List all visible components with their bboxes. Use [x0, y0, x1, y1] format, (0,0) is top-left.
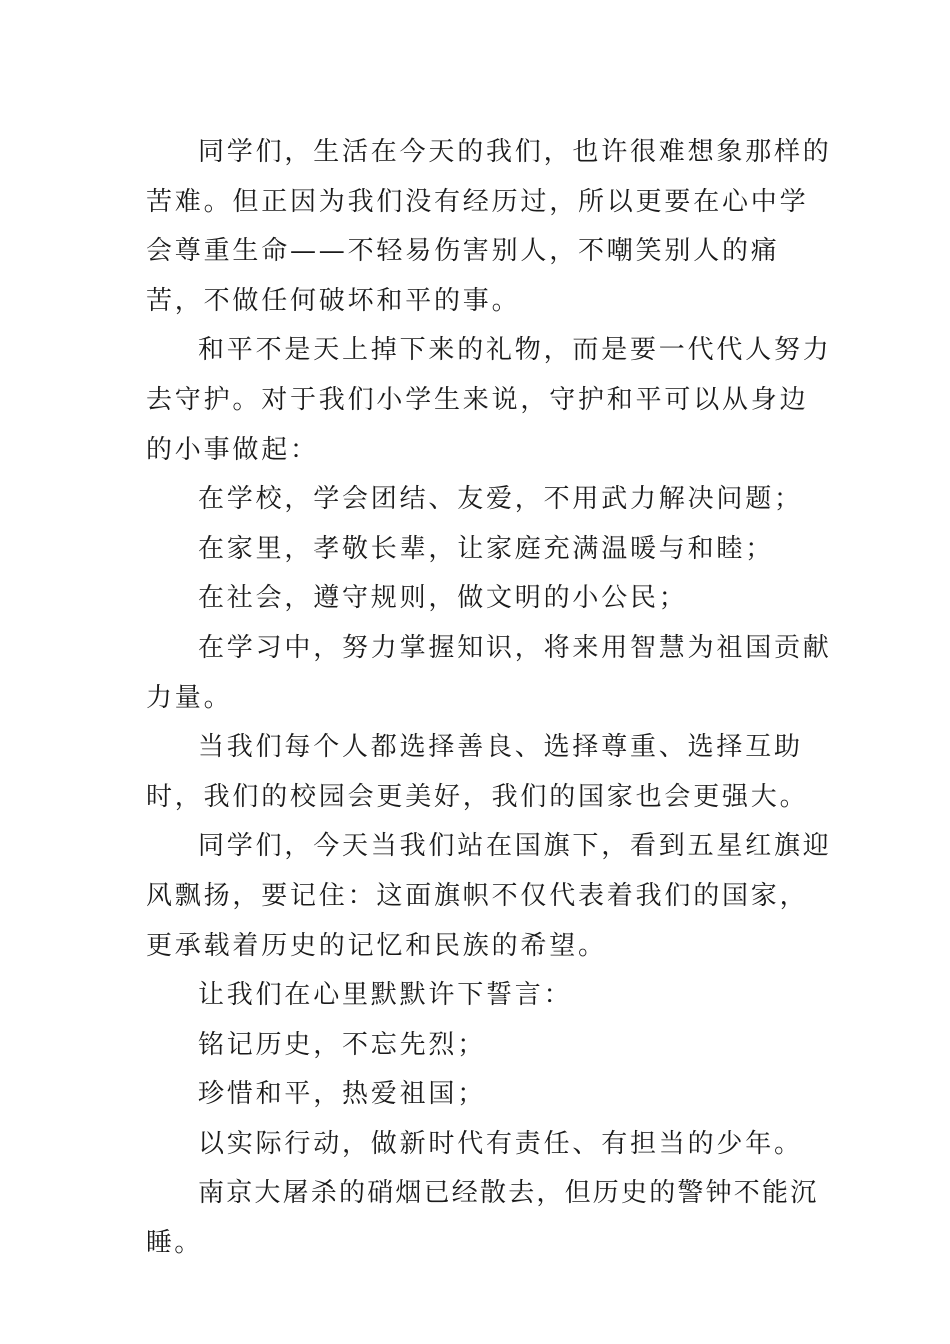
paragraph-guard-peace: 和平不是天上掉下来的礼物，而是要一代代人努力去守护。对于我们小学生来说，守护和平可以从身边的小事做起： [146, 335, 832, 465]
paragraph-oath-remember: 铭记历史，不忘先烈； [198, 1029, 487, 1060]
paragraph-respect-life: 同学们，生活在今天的我们，也许很难想象那样的苦难。但正因为我们没有经历过，所以更要在心中学会尊重生命——不轻易伤害别人，不嘲笑别人的痛苦，不做任何破坏和平的事。 [146, 137, 832, 316]
paragraph-oath-cherish: 珍惜和平，热爱祖国； [198, 1079, 487, 1110]
paragraph-in-society: 在社会，遵守规则，做文明的小公民； [198, 583, 688, 614]
document-body [146, 128, 836, 1269]
paragraph-at-home: 在家里，孝敬长辈，让家庭充满温暖与和睦； [198, 533, 775, 564]
paragraph-oath-action: 以实际行动，做新时代有责任、有担当的少年。 [198, 1128, 803, 1159]
paragraph-choose-kindness: 当我们每个人都选择善良、选择尊重、选择互助时，我们的校园会更美好，我们的国家也会更强大。 [146, 732, 809, 812]
paragraph-national-flag: 同学们，今天当我们站在国旗下，看到五星红旗迎风飘扬，要记住：这面旗帜不仅代表着我们的国家，更承载着历史的记忆和民族的希望。 [146, 831, 832, 961]
paragraph-oath-intro: 让我们在心里默默许下誓言： [198, 980, 573, 1011]
paragraph-history-alarm: 南京大屠杀的硝烟已经散去，但历史的警钟不能沉睡。 [146, 1178, 819, 1259]
paragraph-in-study: 在学习中，努力掌握知识，将来用智慧为祖国贡献力量。 [146, 632, 832, 713]
paragraph-at-school: 在学校，学会团结、友爱，不用武力解决问题； [198, 484, 803, 515]
